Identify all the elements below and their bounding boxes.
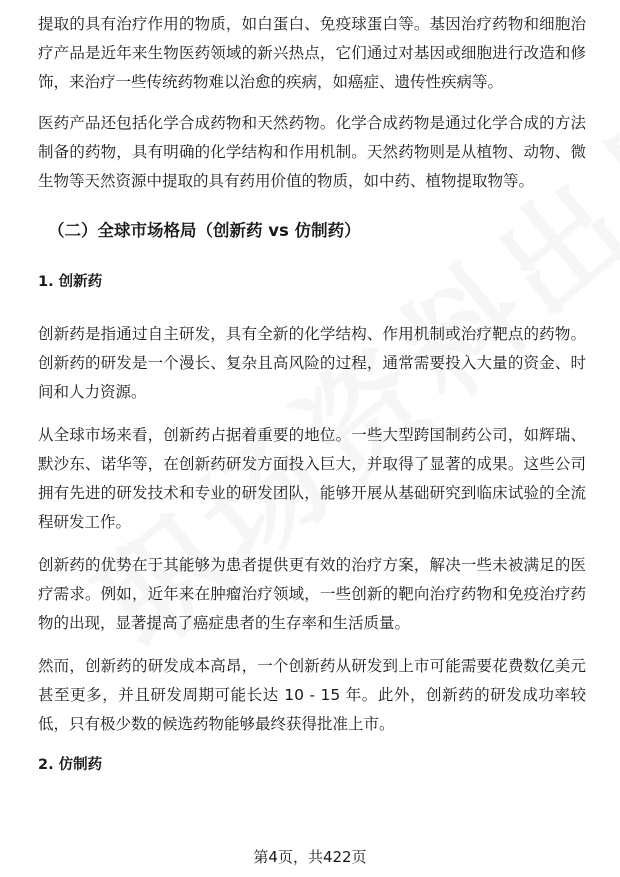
paragraph-innovative-market: 从全球市场来看，创新药占据着重要的地位。一些大型跨国制药公司，如辉瑞、默沙东、诺华等，在创新药研发方面投入巨大，并取得了显著的成果。这些公司拥有先进的研发技术和专业的研发团队，能够开展从基础研究到临床试验的全流程研发工作。 [38,426,586,531]
page-number-footer: 第4页，共422页 [253,848,367,866]
paragraph-innovative-cost: 然而，创新药的研发成本高昂，一个创新药从研发到上市可能需要花费数亿美元甚至更多，并且研发周期可能长达 10 - 15 年。此外，创新药的研发成功率较低，只有极少数的候选药物能够最终获得批准上市。 [38,657,586,733]
section-heading-global-market: （二）全球市场格局（创新药 vs 仿制药） [48,221,361,240]
page-content [38,10,586,803]
paragraph-innovative-definition: 创新药是指通过自主研发，具有全新的化学结构、作用机制或治疗靶点的药物。创新药的研发是一个漫长、复杂且高风险的过程，通常需要投入大量的资金、时间和人力资源。 [38,325,586,401]
subsection-heading-innovative: 1. 创新药 [38,274,103,290]
paragraph-biologics: 提取的具有治疗作用的物质，如白蛋白、免疫球蛋白等。基因治疗药物和细胞治疗产品是近年来生物医药领域的新兴热点，它们通过对基因或细胞进行改造和修饰，来治疗一些传统药物难以治愈的疾病，如癌症、遗传性疾病等。 [38,15,586,91]
paragraph-innovative-advantage: 创新药的优势在于其能够为患者提供更有效的治疗方案，解决一些未被满足的医疗需求。例如，近年来在肿瘤治疗领域，一些创新的靶向治疗药物和免疫治疗药物的出现，显著提高了癌症患者的生存率和生活质量。 [38,556,586,632]
subsection-heading-generic: 2. 仿制药 [38,757,103,773]
paragraph-chemical-natural: 医药产品还包括化学合成药物和天然药物。化学合成药物是通过化学合成的方法制备的药物，具有明确的化学结构和作用机制。天然药物则是从植物、动物、微生物等天然资源中提取的具有药用价值的物质，如中药、植物提取物等。 [38,114,586,190]
